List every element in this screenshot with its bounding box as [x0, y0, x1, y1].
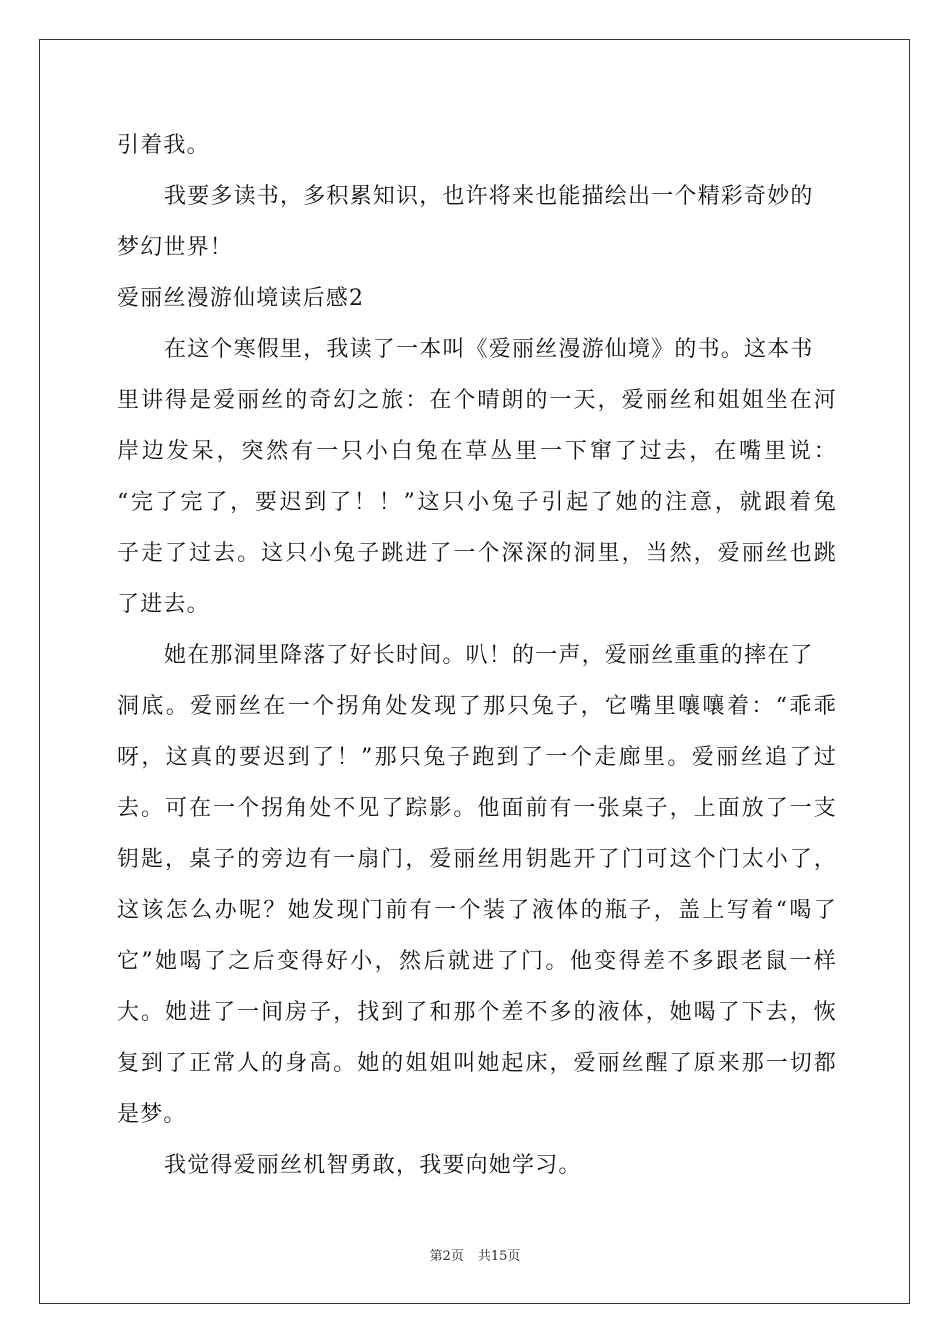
paragraph-line: 她在那洞里降落了好长时间。叭！的一声，爱丽丝重重的摔在了 [164, 643, 814, 668]
text-line: 梦幻世界！ [117, 235, 234, 260]
section-title: 爱丽丝漫游仙境读后感2 [117, 286, 365, 311]
page-footer [0, 1245, 950, 1264]
document-body [117, 127, 837, 1198]
text-line: 是梦。 [117, 1102, 187, 1127]
text-line: 岸边发呆，突然有一只小白兔在草丛里一下窜了过去，在嘴里说： [117, 439, 837, 464]
text-line: 大。她进了一间房子，找到了和那个差不多的液体，她喝了下去，恢 [117, 1000, 837, 1025]
text-line: “完了完了，要迟到了！！”这只小兔子引起了她的注意，就跟着兔 [117, 490, 837, 515]
text-line: 去。可在一个拐角处不见了踪影。他面前有一张桌子，上面放了一支 [117, 796, 837, 821]
paragraph-line: 我觉得爱丽丝机智勇敢，我要向她学习。 [164, 1153, 582, 1178]
text-line: 复到了正常人的身高。她的姐姐叫她起床，爱丽丝醒了原来那一切都 [117, 1051, 837, 1076]
text-line: 钥匙，桌子的旁边有一扇门，爱丽丝用钥匙开了门可这个门太小了， [117, 847, 837, 872]
text-line: 洞底。爱丽丝在一个拐角处发现了那只兔子，它嘴里嚷嚷着：“乖乖 [117, 694, 837, 719]
text-line: 引着我。 [117, 133, 210, 158]
total-pages: 共15页 [477, 1249, 521, 1264]
paragraph-line: 我要多读书，多积累知识，也许将来也能描绘出一个精彩奇妙的 [164, 184, 814, 209]
paragraph-line: 在这个寒假里，我读了一本叫《爱丽丝漫游仙境》的书。这本书 [164, 337, 814, 362]
text-line: 里讲得是爱丽丝的奇幻之旅：在个晴朗的一天，爱丽丝和姐姐坐在河 [117, 388, 837, 413]
text-line: 这该怎么办呢？她发现门前有一个装了液体的瓶子，盖上写着“喝了 [117, 898, 837, 923]
text-line: 子走了过去。这只小兔子跳进了一个深深的洞里，当然，爱丽丝也跳 [117, 541, 837, 566]
text-line: 它”她喝了之后变得好小，然后就进了门。他变得差不多跟老鼠一样 [117, 949, 837, 974]
page-number: 第2页 [429, 1249, 464, 1264]
text-line: 呀，这真的要迟到了！”那只兔子跑到了一个走廊里。爱丽丝追了过 [117, 745, 837, 770]
text-line: 了进去。 [117, 592, 210, 617]
